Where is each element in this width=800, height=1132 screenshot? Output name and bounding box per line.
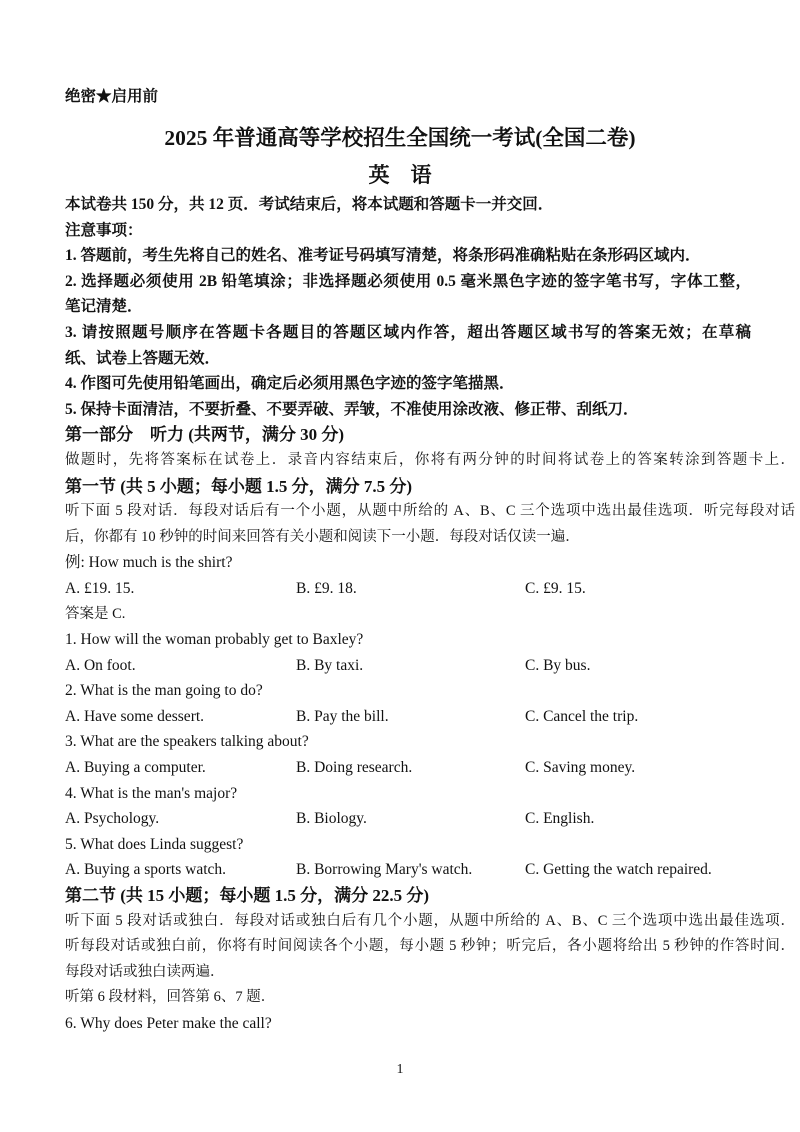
notice-line-1: 1. 答题前，考生先将自己的姓名、准考证号码填写清楚，将条形码准确粘贴在条形码区域内． (65, 247, 701, 265)
question-4-option-b: B. Biology. (296, 810, 367, 828)
question-2-option-b: B. Pay the bill. (296, 707, 389, 725)
question-2-text: 2. What is the man going to do? (65, 682, 263, 700)
question-6-text: 6. Why does Peter make the call? (65, 1015, 272, 1032)
section2-instruction-line-3: 每段对话或独白读两遍． (65, 963, 225, 980)
question-3-option-c: C. Saving money. (525, 759, 636, 777)
part1-heading: 第一部分 听力 (共两节，满分 30 分) (65, 425, 345, 445)
example-option-a: A. £19. 15. (65, 579, 135, 597)
notice-line-4: 4. 作图可先使用铅笔画出，确定后必须用黑色字迹的签字笔描黑． (65, 375, 515, 393)
notice-line-5: 5. 保持卡面清洁，不要折叠、不要弄破、弄皱，不准使用涂改液、修正带、刮纸刀． (65, 400, 639, 418)
question-4-option-c: C. English. (525, 810, 595, 828)
question-4-text: 4. What is the man's major? (65, 784, 238, 802)
notice-title: 注意事项： (65, 221, 143, 239)
notice-line-2a: 2. 选择题必须使用 2B 铅笔填涂；非选择题必须使用 0.5 毫米黑色字迹的签字笔书写，字体工整， (65, 272, 751, 290)
section2-instruction-line-1: 听下面 5 段对话或独白．每段对话或独白后有几个小题，从题中所给的 A、B、C 三个选项中选出最佳选项． (65, 912, 795, 929)
question-4-option-a: A. Psychology. (65, 810, 160, 828)
section2-material-note: 听第 6 段材料，回答第 6、7 题． (65, 989, 276, 1006)
question-2-option-c: C. Cancel the trip. (525, 707, 639, 725)
question-5-options-row (65, 857, 800, 883)
question-5-option-a: A. Buying a sports watch. (65, 861, 227, 879)
question-1-option-b: B. By taxi. (296, 656, 364, 674)
question-3-option-b: B. Doing research. (296, 759, 413, 777)
subject-title: 英 语 (368, 163, 432, 187)
example-options-row (65, 576, 800, 602)
question-5-text: 5. What does Linda suggest? (65, 835, 244, 853)
notice-line-3b: 纸、试卷上答题无效． (65, 349, 221, 367)
notice-line-2b: 笔记清楚． (65, 298, 143, 316)
question-4-options-row (65, 806, 800, 832)
question-2-options-row (65, 704, 800, 730)
example-option-c: C. £9. 15. (525, 579, 586, 597)
exam-title: 2025 年普通高等学校招生全国统一考试(全国二卷) (164, 126, 636, 150)
page-number: 1 (396, 1062, 404, 1077)
classification-label: 绝密★启用前 (65, 88, 159, 105)
section1-instruction-line-2: 后，你都有 10 秒钟的时间来回答有关小题和阅读下一小题．每段对话仅读一遍． (65, 528, 580, 545)
question-1-option-a: A. On foot. (65, 656, 136, 674)
section1-heading: 第一节 (共 5 小题；每小题 1.5 分，满分 7.5 分) (65, 476, 413, 496)
example-answer: 答案是 C. (65, 605, 126, 622)
question-2-option-a: A. Have some dessert. (65, 707, 205, 725)
section1-instruction-line-1: 听下面 5 段对话．每段对话后有一个小题，从题中所给的 A、B、C 三个选项中选出最佳选项．听完每段对话 (65, 503, 795, 520)
example-question: 例: How much is the shirt? (65, 554, 233, 572)
section2-heading: 第二节 (共 15 小题；每小题 1.5 分，满分 22.5 分) (65, 886, 430, 906)
intro-line: 本试卷共 150 分，共 12 页．考试结束后，将本试题和答题卡一并交回． (65, 196, 554, 213)
question-1-options-row (65, 653, 800, 679)
part1-instruction: 做题时，先将答案标在试卷上．录音内容结束后，你将有两分钟的时间将试卷上的答案转涂到答题卡上． (65, 451, 795, 468)
example-option-b: B. £9. 18. (296, 579, 357, 597)
notice-line-3a: 3. 请按照题号顺序在答题卡各题目的答题区域内作答，超出答题区域书写的答案无效；在草稿 (65, 323, 751, 341)
question-3-options-row (65, 755, 800, 781)
question-3-option-a: A. Buying a computer. (65, 759, 206, 777)
exam-body (0, 192, 800, 1037)
question-3-text: 3. What are the speakers talking about? (65, 733, 309, 751)
section2-instruction-line-2: 听每段对话或独白前，你将有时间阅读各个小题，每小题 5 秒钟；听完后，各小题将给出 5 秒钟的作答时间． (65, 938, 795, 955)
question-5-option-c: C. Getting the watch repaired. (525, 861, 712, 879)
question-1-text: 1. How will the woman probably get to Baxley? (65, 631, 364, 649)
question-5-option-b: B. Borrowing Mary's watch. (296, 861, 473, 879)
question-1-option-c: C. By bus. (525, 656, 591, 674)
